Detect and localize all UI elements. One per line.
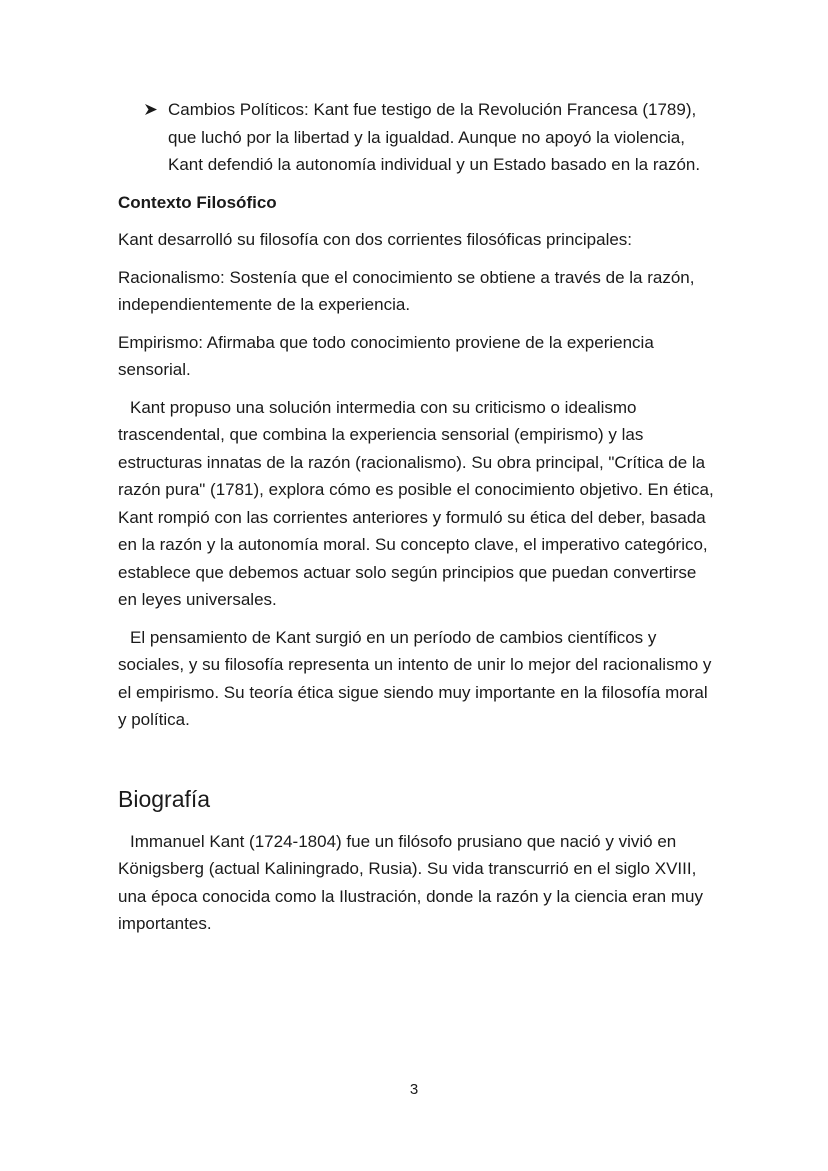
paragraph-racionalismo: Racionalismo: Sostenía que el conocimiento se obtiene a través de la razón, independientemente de la experiencia. (118, 267, 695, 314)
paragraph-empirismo: Empirismo: Afirmaba que todo conocimiento proviene de la experiencia sensorial. (118, 332, 654, 379)
section-heading-contexto: Contexto Filosófico (118, 192, 277, 212)
bullet-item-cambios-politicos (118, 96, 718, 179)
paragraph-criticismo: Kant propuso una solución intermedia con su criticismo o idealismo trascendental, que combina la experiencia sensorial (empirismo) y las estructuras innatas de la razón (racionalismo). Su obra principal, "Crítica de la razón pura" (1781), explora cómo es posible el conocimiento objetivo. En ética, Kant rompió con las corrientes anteriores y formuló su ética del deber, basada en la razón y la autonomía moral. Su concepto clave, el imperativo categórico, establece que debemos actuar solo según principios que puedan convertirse en leyes universales. (118, 397, 714, 609)
document-page (118, 96, 718, 948)
paragraph-contexto-intro: Kant desarrolló su filosofía con dos corrientes filosóficas principales: (118, 230, 633, 249)
bullet-text: Cambios Políticos: Kant fue testigo de la Revolución Francesa (1789), que luchó por la libertad y la igualdad. Aunque no apoyó la violencia, Kant defendió la autonomía individual y un Estado basado en la razón. (168, 100, 701, 174)
page-number: 3 (409, 1081, 419, 1098)
section-heading-biografia: Biografía (118, 785, 211, 812)
arrow-bullet-icon (144, 96, 160, 123)
paragraph-pensamiento: El pensamiento de Kant surgió en un período de cambios científicos y sociales, y su filosofía representa un intento de unir lo mejor del racionalismo y el empirismo. Su teoría ética sigue siendo muy importante en la filosofía moral y política. (118, 627, 712, 729)
paragraph-biografia: Immanuel Kant (1724-1804) fue un filósofo prusiano que nació y vivió en Königsberg (actual Kaliningrado, Rusia). Su vida transcurrió en el siglo XVIII, una época conocida como la Ilustración, donde la razón y la ciencia eran muy importantes. (118, 831, 703, 933)
